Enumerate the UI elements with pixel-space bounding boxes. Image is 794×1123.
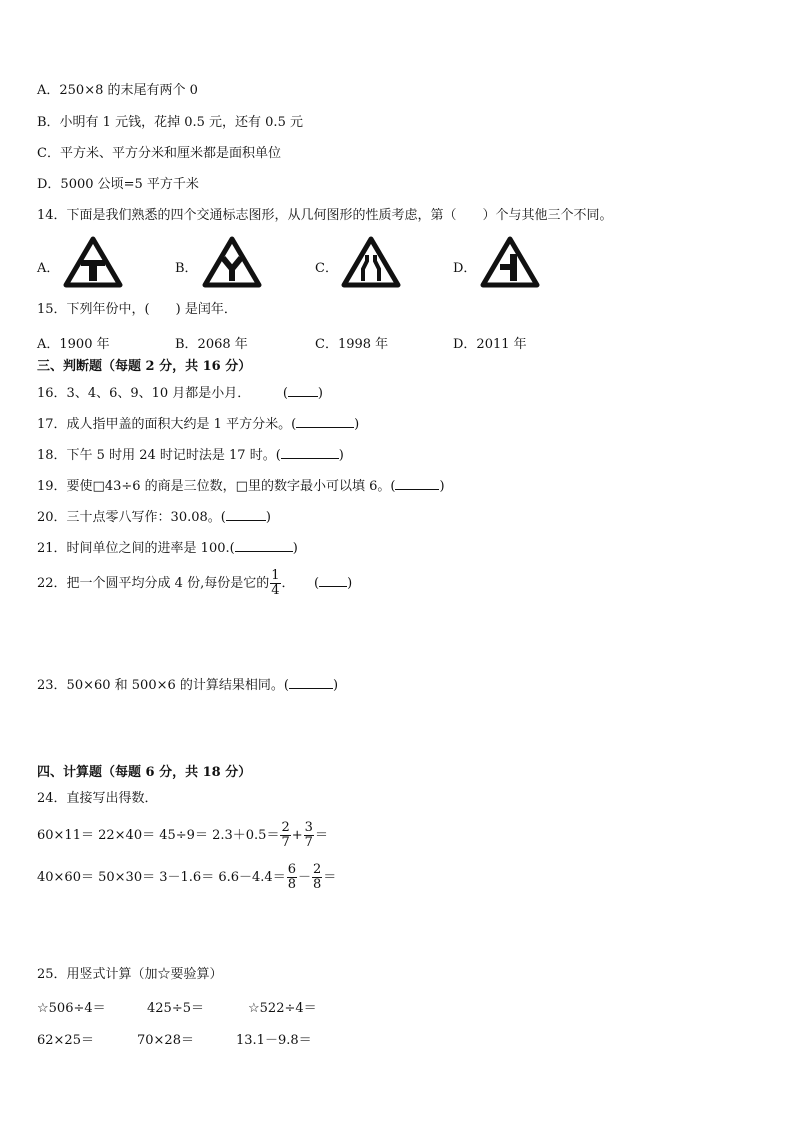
q19: 19．要使□43÷6 的商是三位数，□里的数字最小可以填 6。( ) <box>37 479 445 494</box>
q15-option-a: A．1900 年 <box>37 337 110 352</box>
fraction: $\frac{2}{7}$ <box>281 820 290 850</box>
side-road-sign-icon <box>480 236 540 288</box>
q17: 17．成人指甲盖的面积大约是 1 平方分米。( ) <box>37 417 360 432</box>
answer-blank[interactable] <box>281 446 339 459</box>
q25-item: 70×28＝ <box>137 1033 194 1048</box>
q14-label-d: D． <box>453 261 477 276</box>
section-4-title: 四、计算题（每题 6 分，共 18 分） <box>37 765 252 780</box>
q25-item: ☆506÷4＝ <box>37 1001 106 1016</box>
fraction: $\frac{2}{8}$ <box>313 862 322 892</box>
q18-text: 18．下午 5 时用 24 时记时法是 17 时。 <box>37 448 276 463</box>
q25-item: 62×25＝ <box>37 1033 94 1048</box>
t-junction-sign-icon <box>63 236 123 288</box>
y-junction-sign-icon <box>202 236 262 288</box>
q20: 20．三十点零八写作：30.08。( ) <box>37 510 271 525</box>
answer-blank[interactable] <box>288 384 318 397</box>
q24-row-1: 60×11＝ 22×40＝ 45÷9＝ 2.3＋0.5＝ $\frac{2}{7}$ + $\frac{3}{7}$ ＝ <box>37 820 328 850</box>
q16-text: 16．3、4、6、9、10 月都是小月． <box>37 386 244 401</box>
q25-item: 425÷5＝ <box>147 1001 204 1016</box>
q13-option-b: B．小明有 1 元钱，花掉 0.5 元，还有 0.5 元 <box>37 115 303 130</box>
q14-label-a: A． <box>37 261 60 276</box>
q14-label-b: B． <box>175 261 198 276</box>
q13-option-a: A．250×8 的末尾有两个 0 <box>37 83 198 98</box>
q21: 21．时间单位之间的进率是 100.( ) <box>37 541 298 556</box>
q23-text: 23．50×60 和 500×6 的计算结果相同。 <box>37 678 284 693</box>
q14-label-c: C． <box>315 261 338 276</box>
q22-text: 22．把一个圆平均分成 4 份,每份是它的 <box>37 576 270 591</box>
q22: 22．把一个圆平均分成 4 份,每份是它的 $\frac{1}{4}$ ． ( ) <box>37 568 353 598</box>
q13-option-c: C．平方米、平方分米和厘米都是面积单位 <box>37 146 281 161</box>
q18: 18．下午 5 时用 24 时记时法是 17 时。( ) <box>37 448 344 463</box>
answer-blank[interactable] <box>289 676 333 689</box>
section-3-title: 三、判断题（每题 2 分，共 16 分） <box>37 359 252 374</box>
q15-option-b: B．2068 年 <box>175 337 248 352</box>
q15-option-c: C．1998 年 <box>315 337 389 352</box>
road-narrows-sign-icon <box>341 236 401 288</box>
q13-option-d: D．5000 公顷=5 平方千米 <box>37 177 199 192</box>
answer-blank[interactable] <box>296 415 354 428</box>
q16: 16．3、4、6、9、10 月都是小月． ( ) <box>37 386 323 401</box>
fraction-one-quarter: $\frac{1}{4}$ <box>271 568 280 598</box>
answer-blank[interactable] <box>395 477 439 490</box>
q19-text: 19．要使□43÷6 的商是三位数，□里的数字最小可以填 6。 <box>37 479 391 494</box>
q15-stem: 15．下列年份中，( ) 是闰年． <box>37 302 237 317</box>
fraction: $\frac{6}{8}$ <box>287 862 296 892</box>
q25-item: ☆522÷4＝ <box>248 1001 317 1016</box>
q25-item: 13.1－9.8＝ <box>236 1033 312 1048</box>
q17-text: 17．成人指甲盖的面积大约是 1 平方分米。 <box>37 417 292 432</box>
q15-option-d: D．2011 年 <box>453 337 527 352</box>
answer-blank[interactable] <box>226 508 266 521</box>
q24-row-2: 40×60＝ 50×30＝ 3－1.6＝ 6.6－4.4＝ $\frac{6}{8}$ － $\frac{2}{8}$ ＝ <box>37 862 337 892</box>
q23: 23．50×60 和 500×6 的计算结果相同。( ) <box>37 678 339 693</box>
q24-stem: 24．直接写出得数． <box>37 791 158 806</box>
answer-blank[interactable] <box>235 539 293 552</box>
q20-text: 20．三十点零八写作：30.08。 <box>37 510 221 525</box>
q25-stem: 25．用竖式计算（加☆要验算） <box>37 967 223 982</box>
fraction: $\frac{3}{7}$ <box>304 820 313 850</box>
answer-blank[interactable] <box>319 574 347 587</box>
q21-text: 21．时间单位之间的进率是 100. <box>37 541 230 556</box>
q14-stem: 14．下面是我们熟悉的四个交通标志图形，从几何图形的性质考虑，第（ ）个与其他三个不同。 <box>37 208 613 223</box>
